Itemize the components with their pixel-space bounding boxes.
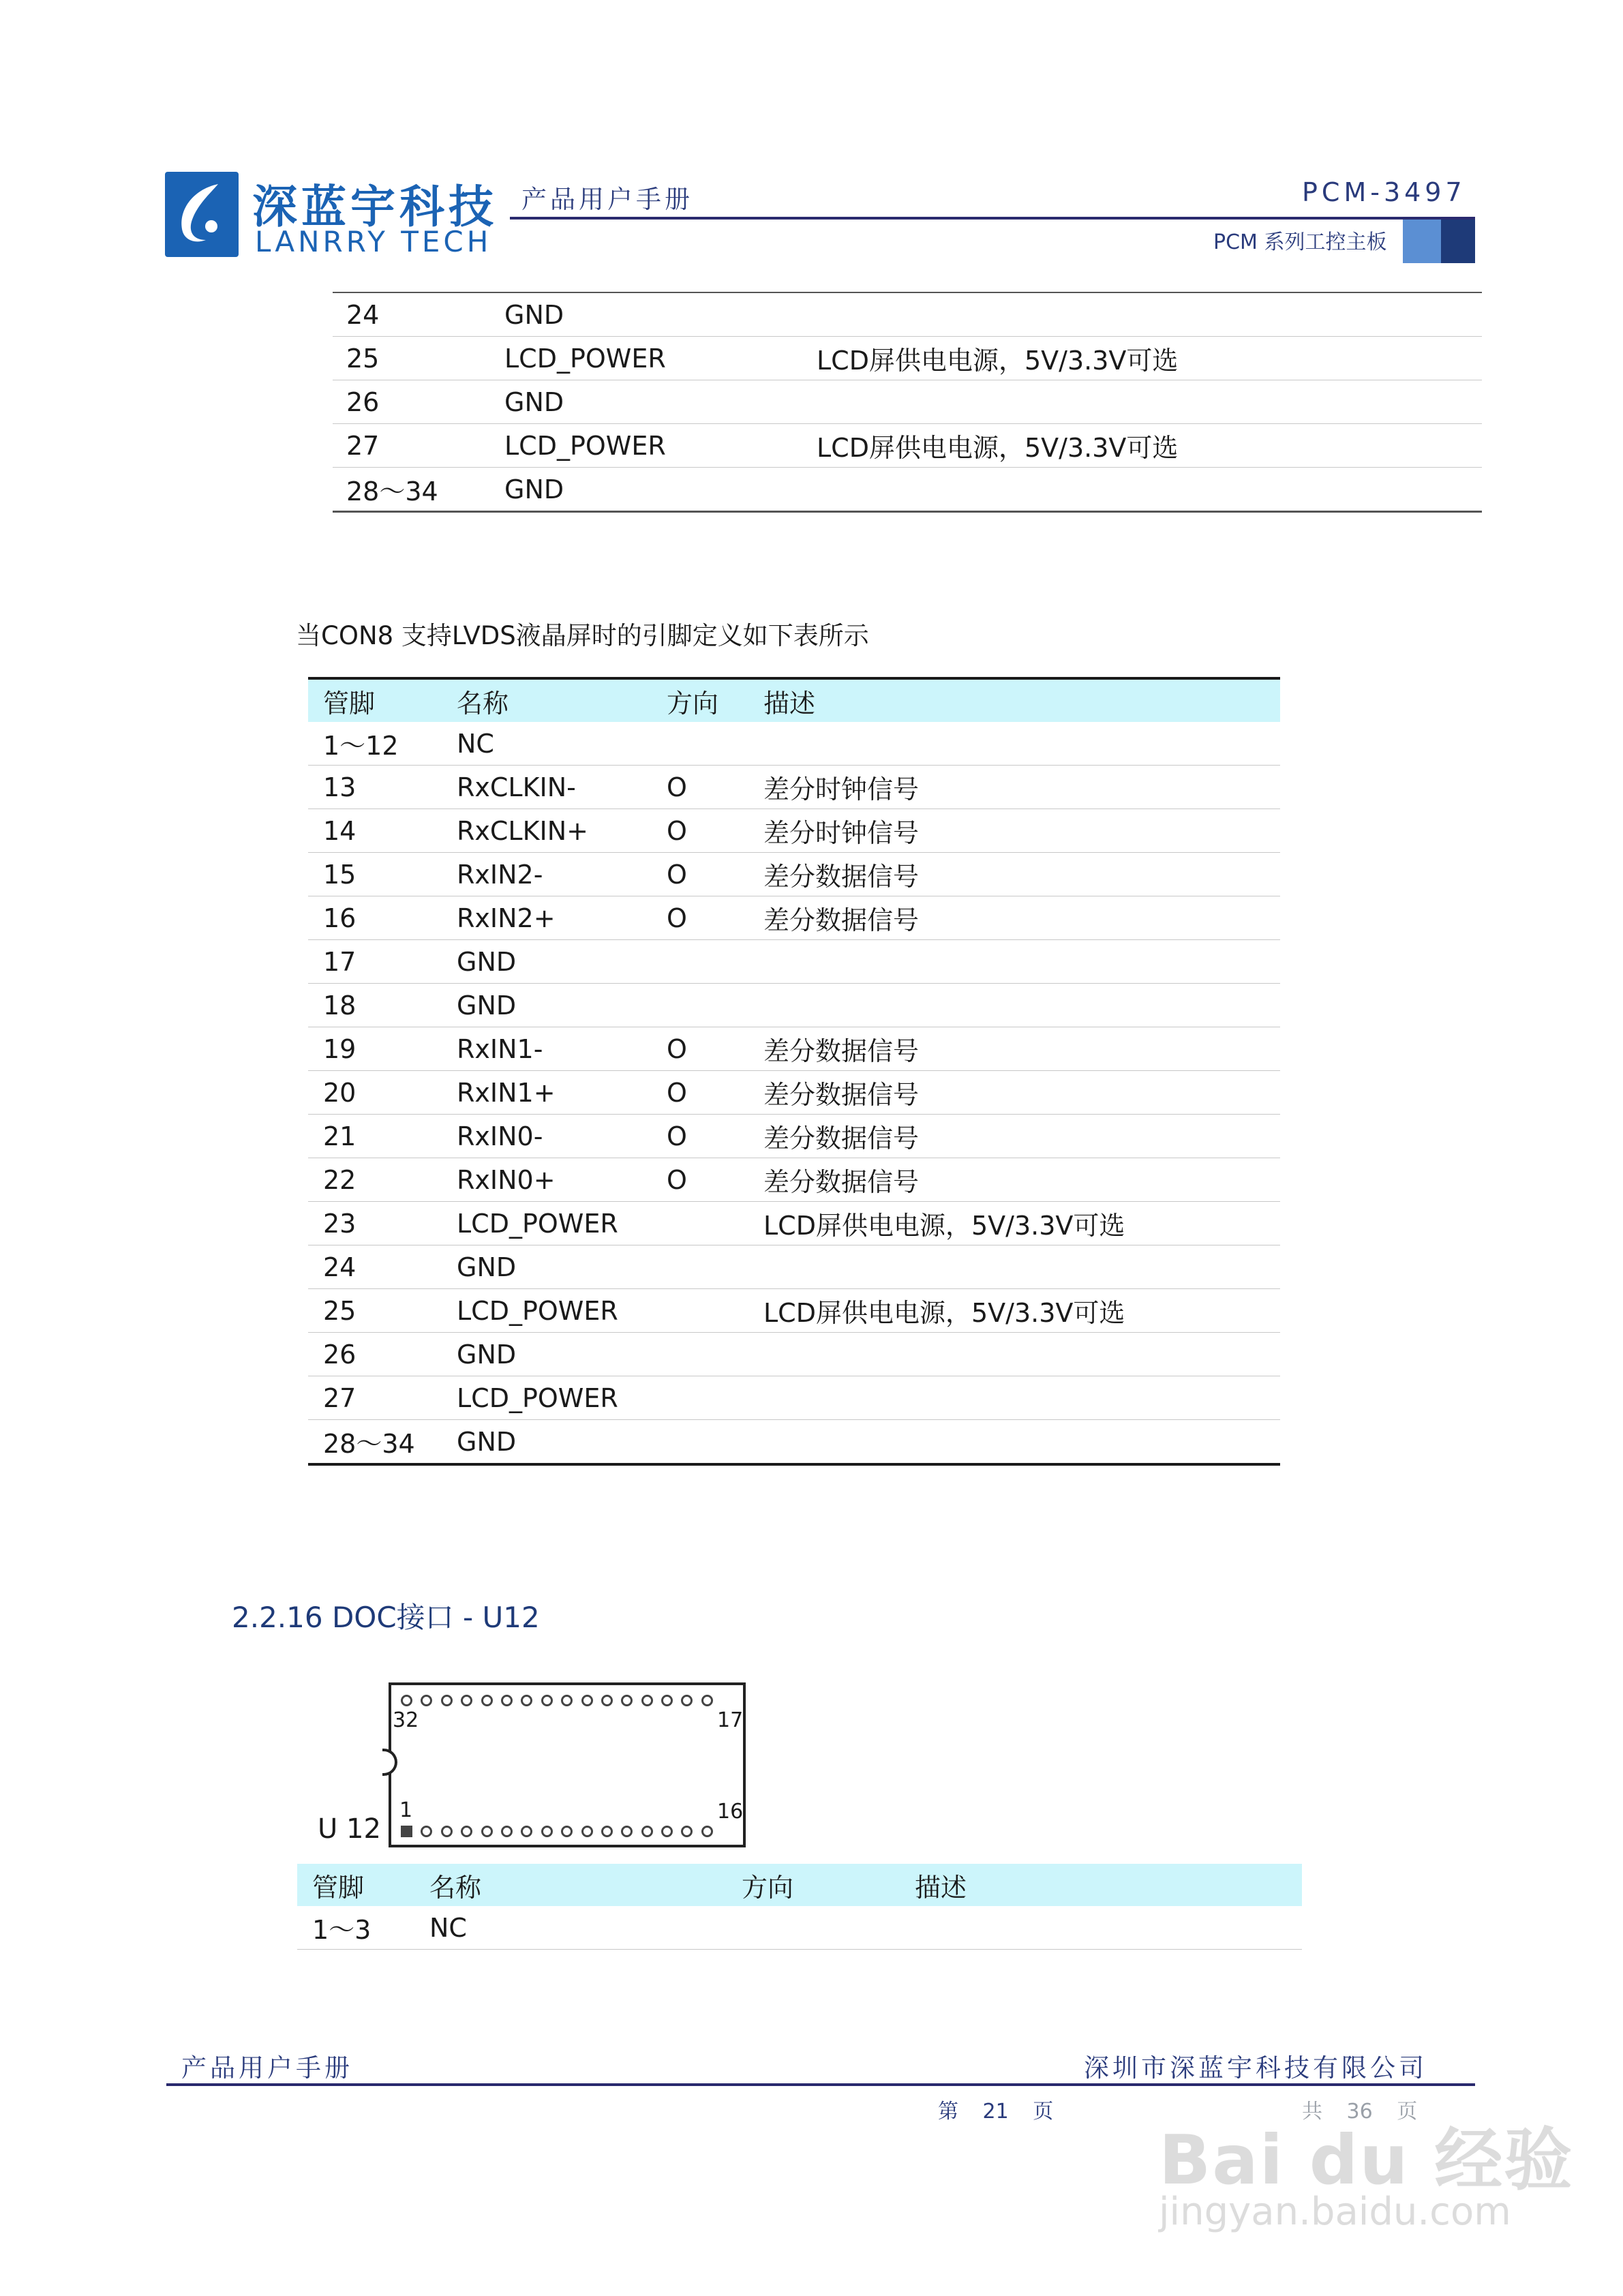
desc-cell xyxy=(900,1906,1302,1950)
pin-cell: 18 xyxy=(308,984,442,1027)
name-cell: RxCLKIN+ xyxy=(442,809,652,853)
pin-icon xyxy=(681,1826,693,1837)
header-name: 名称 xyxy=(414,1864,727,1906)
desc-cell xyxy=(748,1376,1280,1420)
direction-cell xyxy=(652,940,748,984)
desc-cell: 差分时钟信号 xyxy=(748,766,1280,809)
header-model: PCM-3497 xyxy=(1302,177,1466,207)
name-cell: GND xyxy=(442,1245,652,1289)
pin-icon xyxy=(501,1826,513,1837)
pin-cell: 24 xyxy=(308,1245,442,1289)
name-cell: GND xyxy=(442,940,652,984)
table-row xyxy=(308,1245,1280,1289)
header-series: PCM 系列工控主板 xyxy=(1213,230,1387,254)
pin-cell: 15 xyxy=(308,853,442,896)
name-cell: GND xyxy=(504,299,564,330)
pin-icon xyxy=(561,1695,573,1706)
header-direction: 方向 xyxy=(652,678,748,722)
pin-icon xyxy=(521,1695,532,1706)
table-row xyxy=(308,1376,1280,1420)
pin-icon xyxy=(661,1695,673,1706)
desc-cell: 差分数据信号 xyxy=(748,1115,1280,1158)
table-row xyxy=(308,1420,1280,1465)
pin-icon xyxy=(661,1826,673,1837)
table-row xyxy=(308,1071,1280,1115)
table-row xyxy=(333,380,1482,424)
name-cell: RxIN1- xyxy=(442,1027,652,1071)
name-cell: RxCLKIN- xyxy=(442,766,652,809)
pin-icon xyxy=(481,1826,493,1837)
table-row xyxy=(333,468,1482,512)
pin-cell: 28～34 xyxy=(333,468,491,512)
pin-icon xyxy=(421,1826,432,1837)
desc-cell xyxy=(748,984,1280,1027)
pin-cell: 1～12 xyxy=(323,731,399,761)
pin-icon xyxy=(421,1695,432,1706)
desc-cell xyxy=(748,722,1280,766)
direction-cell: O xyxy=(652,766,748,809)
pin-icon xyxy=(701,1826,713,1837)
direction-cell: O xyxy=(652,896,748,940)
pin-1-square-icon xyxy=(401,1826,412,1837)
direction-cell xyxy=(652,1333,748,1376)
pin-icon xyxy=(641,1695,653,1706)
direction-cell xyxy=(652,1420,748,1465)
direction-cell xyxy=(652,1202,748,1245)
desc-cell: LCD屏供电电源，5V/3.3V可选 xyxy=(748,1202,1280,1245)
direction-cell: O xyxy=(652,1027,748,1071)
header-accent-light xyxy=(1403,220,1441,263)
footer-total-pages: 共 36 页 xyxy=(1302,2100,1418,2124)
pin-icon xyxy=(561,1826,573,1837)
direction-cell xyxy=(652,722,748,766)
direction-cell: O xyxy=(652,809,748,853)
table-row xyxy=(333,424,1482,468)
desc-cell: LCD屏供电电源，5V/3.3V可选 xyxy=(803,424,1482,468)
table-row xyxy=(308,853,1280,896)
lcd-pin-table-continued xyxy=(333,292,1482,513)
name-cell: GND xyxy=(491,468,803,512)
pin-cell: 14 xyxy=(308,809,442,853)
table-row xyxy=(308,809,1280,853)
pin-cell: 13 xyxy=(308,766,442,809)
pin-icon xyxy=(441,1826,453,1837)
direction-cell xyxy=(727,1906,900,1950)
pin-cell: 22 xyxy=(308,1158,442,1202)
chip-bottom-pins xyxy=(401,1826,713,1837)
table-row xyxy=(308,1027,1280,1071)
lvds-pin-table xyxy=(308,677,1280,1466)
pin-cell: 24 xyxy=(346,299,380,330)
pin-icon xyxy=(701,1695,713,1706)
name-cell: NC xyxy=(429,1912,467,1943)
name-cell: LCD_POWER xyxy=(442,1289,652,1333)
header-description: 描述 xyxy=(900,1864,1302,1906)
direction-cell: O xyxy=(652,1071,748,1115)
desc-cell: LCD屏供电电源，5V/3.3V可选 xyxy=(803,337,1482,380)
pin-cell: 28～34 xyxy=(308,1420,442,1465)
direction-cell xyxy=(652,984,748,1027)
header-manual-title: 产品用户手册 xyxy=(521,185,693,214)
desc-cell xyxy=(748,1245,1280,1289)
table-row xyxy=(308,1333,1280,1376)
header-pin: 管脚 xyxy=(308,678,442,722)
name-cell: RxIN1+ xyxy=(442,1071,652,1115)
direction-cell xyxy=(652,1245,748,1289)
pin-icon xyxy=(541,1826,553,1837)
pin-cell: 1～3 xyxy=(312,1915,371,1945)
desc-cell: 差分数据信号 xyxy=(748,1071,1280,1115)
desc-cell: 差分数据信号 xyxy=(748,1158,1280,1202)
chip-top-pins xyxy=(401,1695,713,1706)
direction-cell: O xyxy=(652,1158,748,1202)
pin-icon xyxy=(581,1695,593,1706)
watermark-url: jingyan.baidu.com xyxy=(1159,2190,1511,2234)
pin-icon xyxy=(461,1826,472,1837)
table-row xyxy=(308,896,1280,940)
table-row xyxy=(297,1906,1302,1950)
pin-icon xyxy=(601,1826,613,1837)
chip-outline xyxy=(389,1682,746,1847)
pin-cell: 23 xyxy=(308,1202,442,1245)
pin-icon xyxy=(501,1695,513,1706)
direction-cell: O xyxy=(652,1115,748,1158)
pin-icon xyxy=(621,1695,633,1706)
pin-cell: 16 xyxy=(308,896,442,940)
table-row xyxy=(308,1158,1280,1202)
pin-cell: 20 xyxy=(308,1071,442,1115)
name-cell: LCD_POWER xyxy=(491,337,803,380)
name-cell: LCD_POWER xyxy=(442,1202,652,1245)
logo-mark xyxy=(165,172,239,257)
direction-cell xyxy=(652,1289,748,1333)
pin-cell: 27 xyxy=(308,1376,442,1420)
header-accent-dark xyxy=(1441,220,1475,263)
header-pin: 管脚 xyxy=(297,1864,414,1906)
pin-label-1: 1 xyxy=(399,1798,413,1822)
pin-icon xyxy=(601,1695,613,1706)
pin-icon xyxy=(401,1695,412,1706)
desc-cell xyxy=(748,1333,1280,1376)
logo-text-cn: 深蓝宇科技 xyxy=(252,181,498,233)
desc-cell xyxy=(748,940,1280,984)
logo-text-en: LANRRY TECH xyxy=(255,225,492,258)
direction-cell: O xyxy=(652,853,748,896)
name-cell: GND xyxy=(442,984,652,1027)
table-row xyxy=(308,940,1280,984)
table-row xyxy=(308,1289,1280,1333)
pin-cell: 25 xyxy=(333,337,491,380)
pin-label-17: 17 xyxy=(717,1708,744,1732)
desc-cell xyxy=(803,380,1482,424)
footer-page-number: 第 21 页 xyxy=(938,2100,1054,2124)
desc-cell: LCD屏供电电源，5V/3.3V可选 xyxy=(748,1289,1280,1333)
desc-cell: 差分数据信号 xyxy=(748,896,1280,940)
pin-cell: 21 xyxy=(308,1115,442,1158)
section-title: 2.2.16 DOC接口 - U12 xyxy=(232,1601,540,1634)
pin-label-16: 16 xyxy=(717,1800,744,1824)
name-cell: LCD_POWER xyxy=(491,424,803,468)
footer-company: 深圳市深蓝宇科技有限公司 xyxy=(1084,2053,1427,2083)
pin-cell: 17 xyxy=(308,940,442,984)
pin-cell: 25 xyxy=(308,1289,442,1333)
header-direction: 方向 xyxy=(727,1864,900,1906)
header-description: 描述 xyxy=(748,678,1280,722)
doc-pin-table xyxy=(297,1864,1302,1950)
watermark-logo: Bai du 经验 xyxy=(1159,2120,1574,2200)
table-row xyxy=(308,722,1280,766)
pin-cell: 19 xyxy=(308,1027,442,1071)
name-cell: GND xyxy=(442,1420,652,1465)
desc-cell xyxy=(748,1420,1280,1465)
pin-icon xyxy=(481,1695,493,1706)
pin-icon xyxy=(621,1826,633,1837)
logo-swoosh-icon xyxy=(165,172,239,257)
pin-icon xyxy=(681,1695,693,1706)
pin-cell: 26 xyxy=(333,380,491,424)
chip-label: U 12 xyxy=(318,1813,381,1845)
direction-cell xyxy=(652,1376,748,1420)
name-cell: RxIN2- xyxy=(442,853,652,896)
desc-cell: 差分数据信号 xyxy=(748,853,1280,896)
desc-cell xyxy=(803,292,1482,337)
footer-manual-title: 产品用户手册 xyxy=(181,2053,353,2083)
desc-cell: 差分数据信号 xyxy=(748,1027,1280,1071)
table-row xyxy=(333,337,1482,380)
desc-cell: 差分时钟信号 xyxy=(748,809,1280,853)
header-divider xyxy=(510,217,1475,220)
desc-cell xyxy=(803,468,1482,512)
pin-icon xyxy=(581,1826,593,1837)
pin-cell: 27 xyxy=(333,424,491,468)
name-cell: GND xyxy=(491,380,803,424)
pin-cell: 26 xyxy=(308,1333,442,1376)
name-cell: LCD_POWER xyxy=(442,1376,652,1420)
pin-label-32: 32 xyxy=(393,1708,419,1732)
name-cell: GND xyxy=(442,1333,652,1376)
table-row xyxy=(308,766,1280,809)
table-row xyxy=(308,984,1280,1027)
footer-divider xyxy=(166,2083,1475,2086)
header-name: 名称 xyxy=(442,678,652,722)
pin-icon xyxy=(441,1695,453,1706)
table-row xyxy=(333,292,1482,337)
table-header-row xyxy=(297,1864,1302,1906)
name-cell: RxIN0+ xyxy=(442,1158,652,1202)
pin-icon xyxy=(521,1826,532,1837)
lvds-table-caption: 当CON8 支持LVDS液晶屏时的引脚定义如下表所示 xyxy=(296,621,869,650)
pin-icon xyxy=(461,1695,472,1706)
table-row xyxy=(308,1202,1280,1245)
name-cell: RxIN0- xyxy=(442,1115,652,1158)
name-cell: NC xyxy=(457,728,494,759)
pin-icon xyxy=(641,1826,653,1837)
table-row xyxy=(308,1115,1280,1158)
table-header-row xyxy=(308,678,1280,722)
pin-icon xyxy=(541,1695,553,1706)
name-cell: RxIN2+ xyxy=(442,896,652,940)
